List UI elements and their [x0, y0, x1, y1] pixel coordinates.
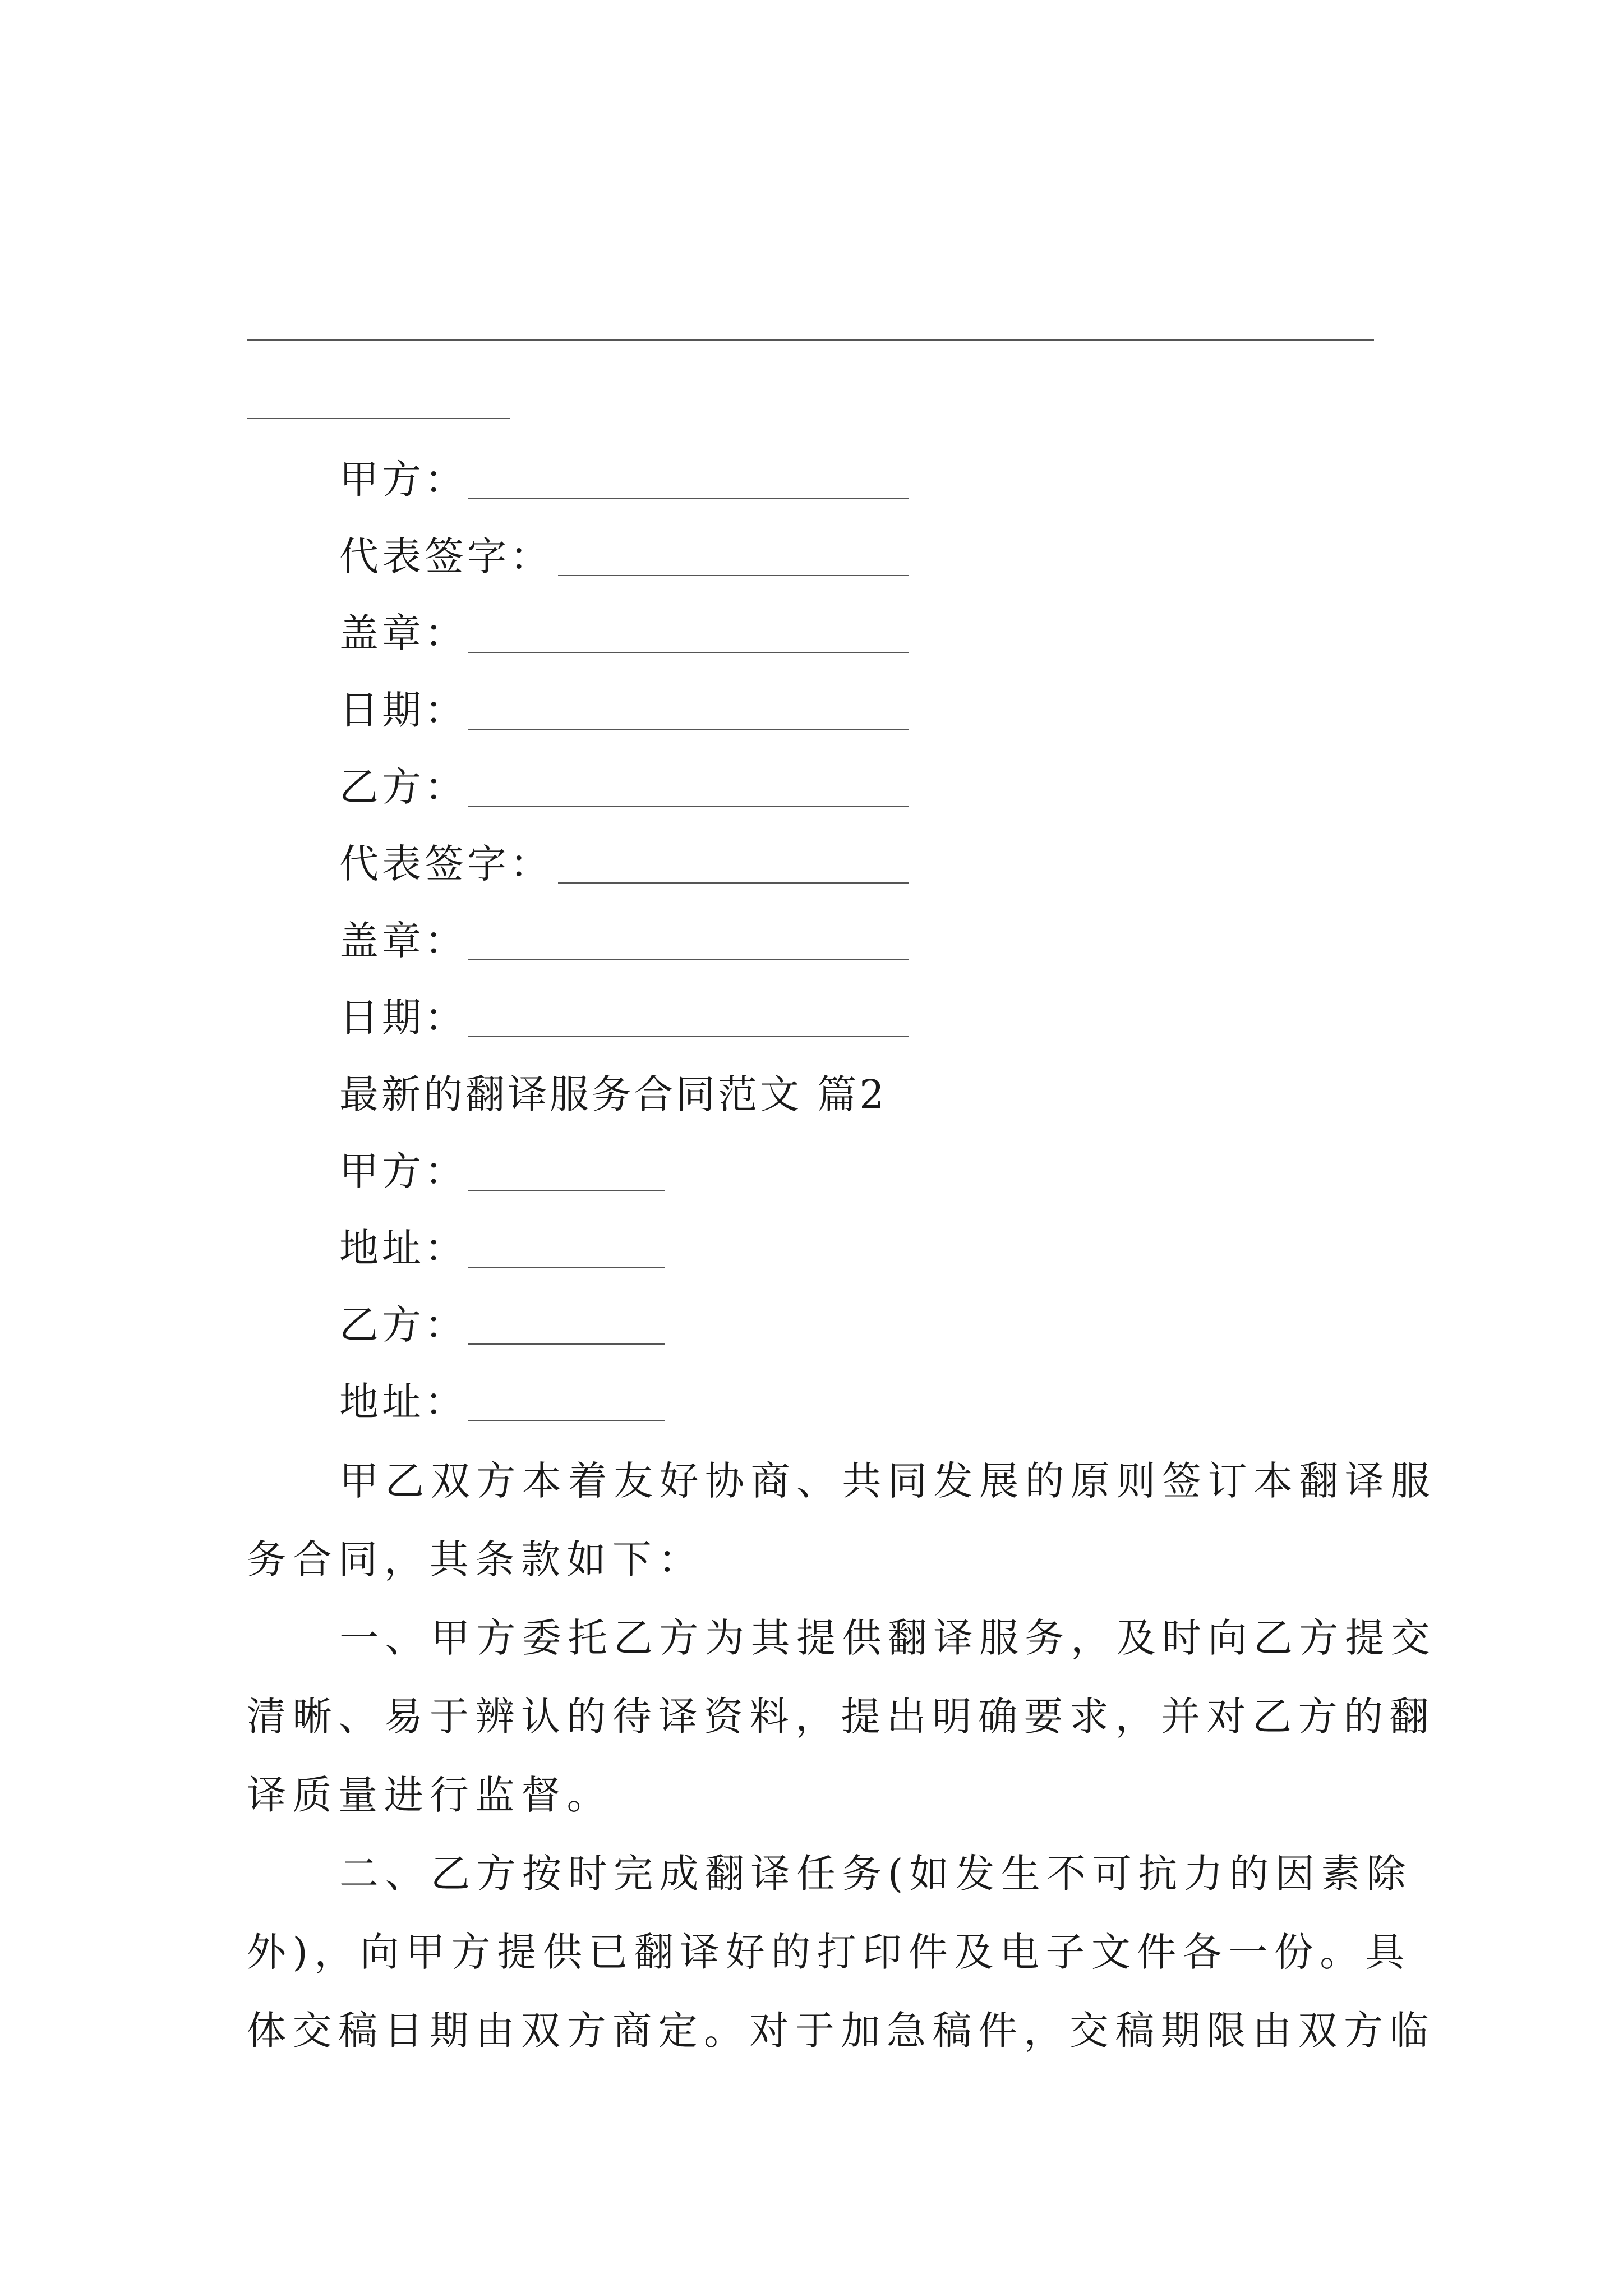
party-a-rep-label: 代表签字： — [339, 533, 552, 579]
party-a-rep-row — [0, 526, 1623, 587]
s2-party-b-blank — [468, 1343, 665, 1345]
party-b-name-label: 乙方： — [339, 764, 467, 810]
party-a-rep-blank — [558, 575, 909, 576]
party-a-date-row — [0, 679, 1623, 741]
top-blank-rule — [247, 339, 1374, 341]
s2-party-b-address-row — [0, 1371, 1623, 1433]
s2-party-b-label: 乙方： — [339, 1302, 467, 1348]
party-a-name-label: 甲方： — [339, 457, 467, 503]
paragraph-line: 体交稿日期由双方商定。对于加急稿件，交稿期限由双方临 — [247, 2008, 1435, 2054]
party-b-date-row — [0, 987, 1623, 1048]
paragraph-line: 甲乙双方本着友好协商、共同发展的原则签订本翻译服 — [339, 1458, 1436, 1504]
party-b-seal-row — [0, 910, 1623, 972]
s2-party-a-address-row — [0, 1217, 1623, 1279]
s2-party-a-address-label: 地址： — [339, 1225, 467, 1271]
party-b-name-row — [0, 756, 1623, 818]
party-a-seal-label: 盖章： — [339, 610, 467, 656]
paragraph-line: 清晰、易于辨认的待译资料，提出明确要求，并对乙方的翻 — [247, 1694, 1435, 1740]
s2-party-a-label: 甲方： — [339, 1148, 467, 1194]
s2-party-a-address-blank — [468, 1267, 665, 1268]
s2-party-b-address-label: 地址： — [339, 1379, 467, 1425]
party-a-seal-row — [0, 602, 1623, 664]
paragraph-line: 二、乙方按时完成翻译任务(如发生不可抗力的因素除 — [339, 1851, 1413, 1897]
s2-party-b-row — [0, 1294, 1623, 1356]
paragraph-line: 一、甲方委托乙方为其提供翻译服务，及时向乙方提交 — [339, 1615, 1436, 1661]
top-blank-rule-short — [247, 418, 510, 419]
party-a-seal-blank — [468, 652, 909, 653]
party-b-name-blank — [468, 806, 909, 807]
party-a-name-blank — [468, 498, 909, 499]
paragraph-line: 外)，向甲方提供已翻译好的打印件及电子文件各一份。具 — [247, 1929, 1412, 1975]
party-b-seal-label: 盖章： — [339, 918, 467, 964]
s2-party-a-blank — [468, 1190, 665, 1191]
section-heading: 最新的翻译服务合同范文 篇2 — [339, 1071, 887, 1117]
s2-party-b-address-blank — [468, 1420, 665, 1421]
party-b-seal-blank — [468, 959, 909, 960]
party-a-date-label: 日期： — [339, 687, 467, 733]
party-b-rep-row — [0, 833, 1623, 895]
paragraph-line: 译质量进行监督。 — [247, 1772, 612, 1818]
party-b-rep-label: 代表签字： — [339, 841, 552, 887]
party-b-rep-blank — [558, 882, 909, 884]
paragraph-line: 务合同，其条款如下： — [247, 1536, 704, 1582]
section-heading-row — [0, 1064, 1623, 1125]
s2-party-a-row — [0, 1140, 1623, 1202]
party-b-date-blank — [468, 1036, 909, 1037]
party-a-date-blank — [468, 729, 909, 730]
party-a-name-row — [0, 449, 1623, 510]
party-b-date-label: 日期： — [339, 995, 467, 1041]
